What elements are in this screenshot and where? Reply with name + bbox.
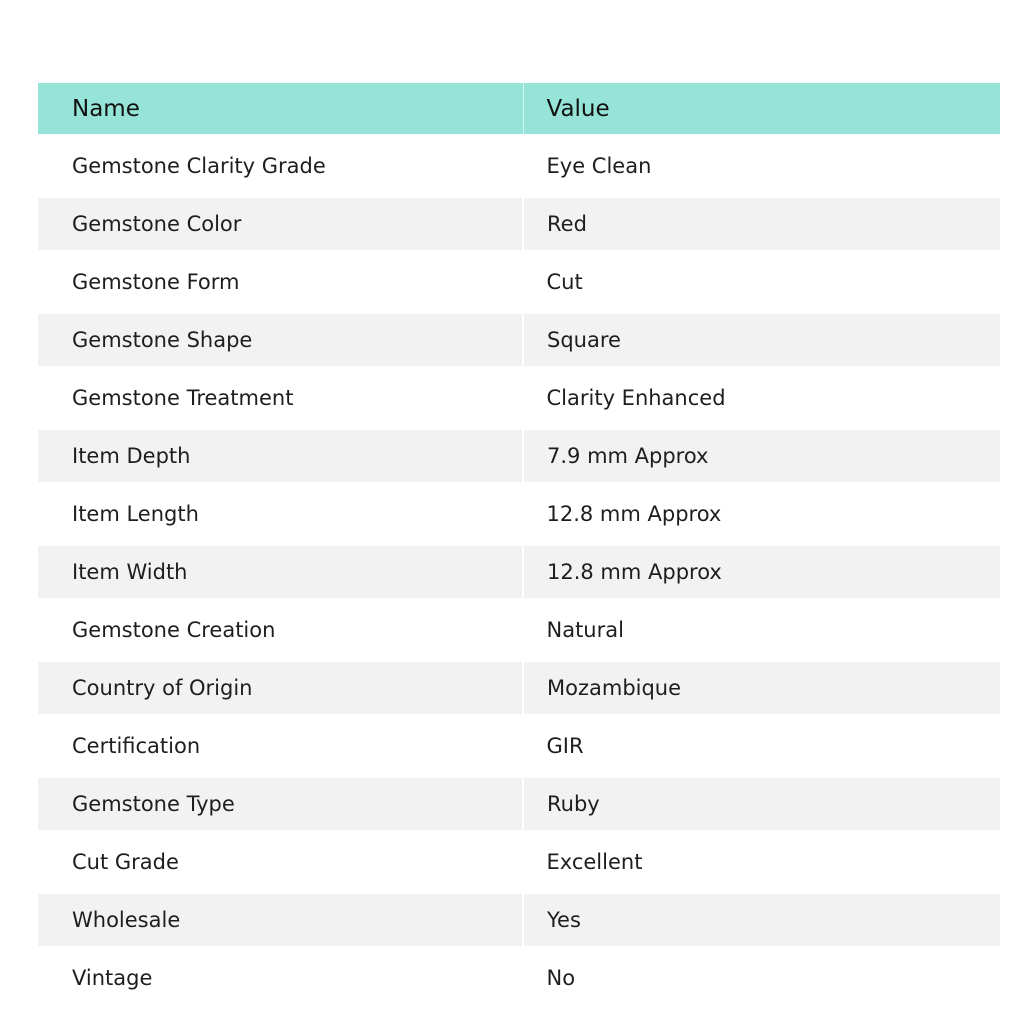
table-row — [38, 137, 1000, 195]
cell-value: 7.9 mm Approx — [523, 427, 1000, 485]
table-row — [38, 775, 1000, 833]
cell-value: Eye Clean — [523, 137, 1000, 195]
table-row — [38, 833, 1000, 891]
cell-value: Mozambique — [523, 659, 1000, 717]
cell-value: 12.8 mm Approx — [523, 485, 1000, 543]
table-row — [38, 253, 1000, 311]
cell-name: Vintage — [38, 949, 523, 1004]
table-header — [38, 83, 1000, 137]
table-row — [38, 659, 1000, 717]
table-row — [38, 311, 1000, 369]
cell-name: Item Depth — [38, 427, 523, 485]
table-row — [38, 891, 1000, 949]
cell-value: Ruby — [523, 775, 1000, 833]
table-row — [38, 427, 1000, 485]
table-row — [38, 601, 1000, 659]
cell-name: Country of Origin — [38, 659, 523, 717]
cell-name: Gemstone Color — [38, 195, 523, 253]
cell-name: Certification — [38, 717, 523, 775]
cell-name: Gemstone Creation — [38, 601, 523, 659]
header-row — [38, 83, 1000, 137]
column-header-name: Name — [38, 83, 523, 137]
cell-name: Gemstone Clarity Grade — [38, 137, 523, 195]
specifications-table — [38, 83, 1000, 1004]
table-row — [38, 717, 1000, 775]
column-header-value: Value — [523, 83, 1000, 137]
cell-value: GIR — [523, 717, 1000, 775]
cell-name: Item Length — [38, 485, 523, 543]
cell-value: Natural — [523, 601, 1000, 659]
cell-value: Red — [523, 195, 1000, 253]
cell-name: Gemstone Shape — [38, 311, 523, 369]
cell-name: Cut Grade — [38, 833, 523, 891]
cell-value: 12.8 mm Approx — [523, 543, 1000, 601]
cell-name: Wholesale — [38, 891, 523, 949]
table-row — [38, 543, 1000, 601]
cell-value: No — [523, 949, 1000, 1004]
cell-value: Yes — [523, 891, 1000, 949]
cell-name: Item Width — [38, 543, 523, 601]
cell-value: Cut — [523, 253, 1000, 311]
cell-name: Gemstone Type — [38, 775, 523, 833]
cell-value: Clarity Enhanced — [523, 369, 1000, 427]
table-body — [38, 137, 1000, 1004]
table-row — [38, 369, 1000, 427]
table-row — [38, 195, 1000, 253]
cell-name: Gemstone Form — [38, 253, 523, 311]
table-row — [38, 485, 1000, 543]
cell-value: Excellent — [523, 833, 1000, 891]
cell-value: Square — [523, 311, 1000, 369]
table-row — [38, 949, 1000, 1004]
cell-name: Gemstone Treatment — [38, 369, 523, 427]
